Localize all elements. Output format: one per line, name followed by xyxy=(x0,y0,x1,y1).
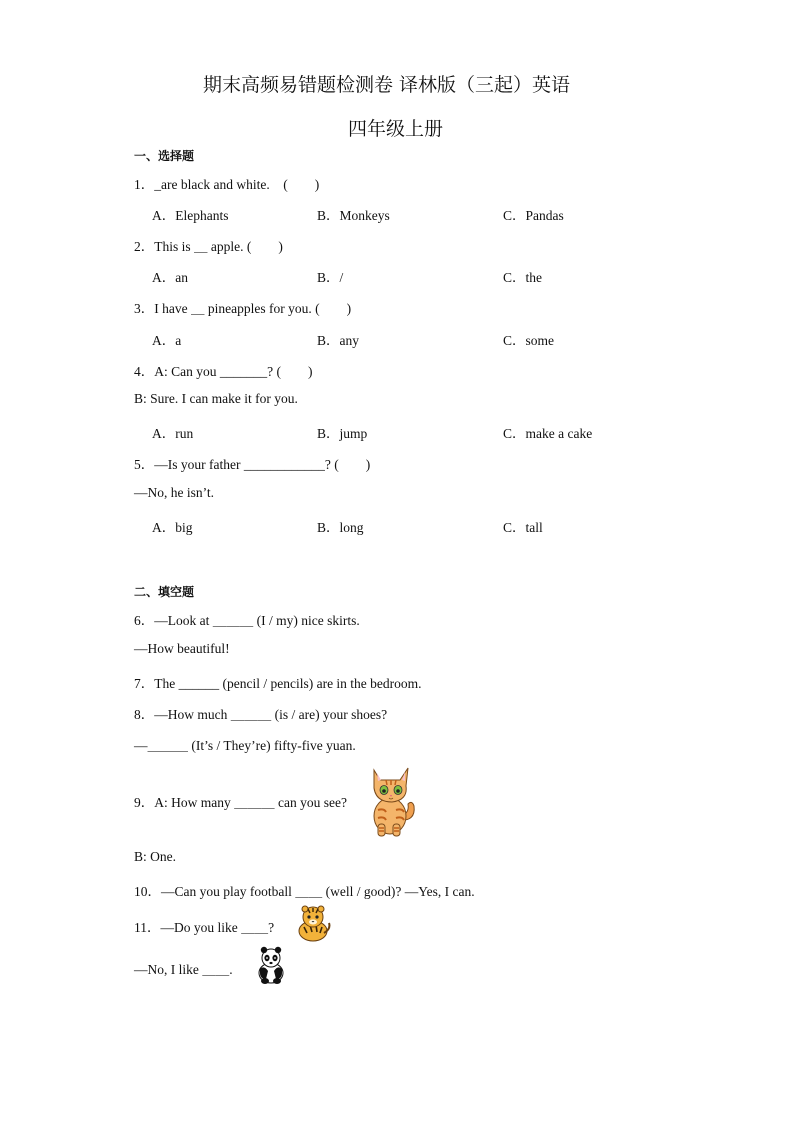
question-7-stem: 7．The ______ (pencil / pencils) are in the bedroom. xyxy=(134,676,422,691)
question-3-stem: 3．I have ＿ pineapples for you. ( ) xyxy=(134,301,352,316)
question-5-stem: 5．—Is your father ____________? ( ) xyxy=(134,457,371,472)
question-1-stem: 1．_are black and white. ( ) xyxy=(134,177,320,192)
question-11-stem: 11．—Do you like ＿＿? xyxy=(134,920,275,935)
question-1-option-b: B．Monkeys xyxy=(317,208,390,223)
question-10-stem: 10．—Can you play football ＿＿ (well / good)? —Yes, I can. xyxy=(134,884,475,899)
question-6-stem: 6．—Look at ＿＿＿ (I / my) nice skirts. xyxy=(134,613,360,628)
question-11-response: —No, I like ＿＿. xyxy=(134,962,233,977)
question-3-option-c: C．some xyxy=(503,333,555,348)
question-3-option-a: A．a xyxy=(152,333,182,348)
question-2-option-b: B．/ xyxy=(317,270,344,285)
question-5-option-b: B．long xyxy=(317,520,364,535)
question-2-option-c: C．the xyxy=(503,270,542,285)
question-4-option-a: A．run xyxy=(152,426,194,441)
question-1-option-c: C．Pandas xyxy=(503,208,564,223)
question-5-option-a: A．big xyxy=(152,520,193,535)
panda-picture xyxy=(254,945,288,985)
question-2-stem: 2．This is ＿ apple. ( ) xyxy=(134,239,283,254)
cat-picture xyxy=(356,760,420,838)
page-title: 期末高频易错题检测卷 译林版（三起）英语 xyxy=(203,74,571,96)
question-5-dialogue: —No, he isn’t. xyxy=(134,485,214,500)
question-4-option-b: B．jump xyxy=(317,426,368,441)
section-choice-heading: 一、选择题 xyxy=(134,149,195,163)
question-4-option-c: C．make a cake xyxy=(503,426,593,441)
section-fill-heading: 二、填空题 xyxy=(134,585,195,599)
question-4-dialogue: B: Sure. I can make it for you. xyxy=(134,391,298,406)
question-9-stem: 9．A: How many ＿＿＿ can you see? xyxy=(134,795,347,810)
question-5-option-c: C．tall xyxy=(503,520,543,535)
page-subtitle: 四年级上册 xyxy=(348,118,444,140)
question-6-response: —How beautiful! xyxy=(134,641,230,656)
question-4-stem: 4．A: Can you _______? ( ) xyxy=(134,364,313,379)
question-3-option-b: B．any xyxy=(317,333,359,348)
question-9-response: B: One. xyxy=(134,849,176,864)
question-2-option-a: A．an xyxy=(152,270,188,285)
question-8-response: —＿＿＿ (It’s / They’re) fifty-five yuan. xyxy=(134,738,356,753)
tiger-picture xyxy=(294,903,332,943)
question-1-option-a: A．Elephants xyxy=(152,208,229,223)
question-8-stem: 8．—How much ＿＿＿ (is / are) your shoes? xyxy=(134,707,388,722)
